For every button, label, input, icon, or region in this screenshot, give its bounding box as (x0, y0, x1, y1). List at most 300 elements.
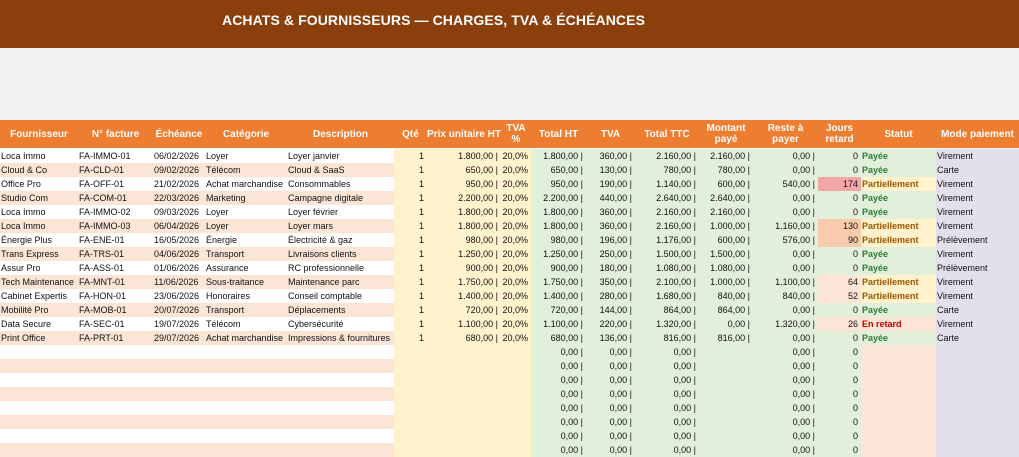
cell-qte[interactable]: 1 (394, 149, 427, 163)
header-fournisseur[interactable]: Fournisseur (10, 128, 68, 140)
cell-prix-unitaire[interactable]: 900,00 | (427, 261, 501, 275)
cell-description[interactable] (287, 415, 394, 429)
cell-total-ht[interactable]: 650,00 | (531, 163, 586, 177)
header-total-ht[interactable]: Total HT (538, 128, 579, 140)
cell-echeance[interactable]: 20/07/2026 (153, 303, 205, 317)
cell-tva-pct[interactable] (501, 401, 531, 415)
cell-categorie[interactable]: Marketing (205, 191, 287, 205)
cell-qte[interactable]: 1 (394, 177, 427, 191)
cell-total-ttc[interactable]: 864,00 | (635, 303, 699, 317)
cell-montant-paye[interactable] (699, 429, 753, 443)
cell-total-ht[interactable]: 0,00 | (531, 429, 586, 443)
cell-jours-retard[interactable]: 0 (818, 191, 861, 205)
cell-mode-paiement[interactable]: Virement (936, 219, 1019, 233)
cell-statut[interactable]: En retard (861, 317, 936, 331)
cell-qte[interactable]: 1 (394, 233, 427, 247)
cell-statut[interactable] (861, 443, 936, 457)
cell-description[interactable]: RC professionnelle (287, 261, 394, 275)
cell-reste-a-payer[interactable]: 1.320,00 | (753, 317, 818, 331)
cell-categorie[interactable]: Assurance (205, 261, 287, 275)
cell-description[interactable]: Consommables (287, 177, 394, 191)
cell-categorie[interactable]: Loyer (205, 219, 287, 233)
cell-facture[interactable] (78, 359, 153, 373)
cell-facture[interactable] (78, 443, 153, 457)
cell-tva-pct[interactable] (501, 443, 531, 457)
cell-tva[interactable]: 144,00 | (586, 303, 635, 317)
cell-tva[interactable]: 360,00 | (586, 205, 635, 219)
cell-jours-retard[interactable]: 0 (818, 303, 861, 317)
cell-reste-a-payer[interactable]: 0,00 | (753, 359, 818, 373)
cell-facture[interactable]: FA-IMMO-03 (78, 219, 153, 233)
cell-mode-paiement[interactable]: Virement (936, 275, 1019, 289)
cell-reste-a-payer[interactable]: 0,00 | (753, 443, 818, 457)
cell-montant-paye[interactable]: 840,00 | (699, 289, 753, 303)
cell-jours-retard[interactable]: 0 (818, 163, 861, 177)
cell-tva-pct[interactable] (501, 415, 531, 429)
cell-montant-paye[interactable] (699, 415, 753, 429)
cell-categorie[interactable]: Sous-traitance (205, 275, 287, 289)
cell-montant-paye[interactable]: 2.160,00 | (699, 149, 753, 163)
cell-prix-unitaire[interactable]: 680,00 | (427, 331, 501, 345)
cell-tva[interactable]: 0,00 | (586, 401, 635, 415)
cell-facture[interactable]: FA-TRS-01 (78, 247, 153, 261)
cell-prix-unitaire[interactable]: 720,00 | (427, 303, 501, 317)
cell-echeance[interactable] (153, 429, 205, 443)
cell-facture[interactable] (78, 345, 153, 359)
cell-reste-a-payer[interactable]: 0,00 | (753, 163, 818, 177)
cell-qte[interactable] (394, 373, 427, 387)
cell-fournisseur[interactable] (0, 401, 78, 415)
cell-prix-unitaire[interactable] (427, 359, 501, 373)
header-montant-paye[interactable]: Montant payé (706, 123, 746, 145)
cell-total-ht[interactable]: 1.800,00 | (531, 205, 586, 219)
cell-fournisseur[interactable]: Data Secure (0, 317, 78, 331)
cell-qte[interactable] (394, 401, 427, 415)
cell-fournisseur[interactable]: Office Pro (0, 177, 78, 191)
cell-echeance[interactable]: 23/06/2026 (153, 289, 205, 303)
cell-total-ht[interactable]: 1.400,00 | (531, 289, 586, 303)
cell-total-ht[interactable]: 0,00 | (531, 345, 586, 359)
cell-statut[interactable] (861, 359, 936, 373)
cell-categorie[interactable]: Télécom (205, 317, 287, 331)
cell-reste-a-payer[interactable]: 0,00 | (753, 387, 818, 401)
cell-total-ttc[interactable]: 0,00 | (635, 373, 699, 387)
cell-tva-pct[interactable]: 20,0% (501, 289, 531, 303)
cell-total-ht[interactable]: 950,00 | (531, 177, 586, 191)
cell-echeance[interactable] (153, 415, 205, 429)
cell-facture[interactable] (78, 387, 153, 401)
cell-fournisseur[interactable] (0, 373, 78, 387)
cell-total-ttc[interactable]: 0,00 | (635, 415, 699, 429)
cell-echeance[interactable]: 09/03/2026 (153, 205, 205, 219)
cell-tva[interactable]: 0,00 | (586, 429, 635, 443)
cell-statut[interactable]: Payée (861, 163, 936, 177)
cell-reste-a-payer[interactable]: 0,00 | (753, 149, 818, 163)
cell-description[interactable]: Loyer mars (287, 219, 394, 233)
cell-fournisseur[interactable] (0, 415, 78, 429)
cell-reste-a-payer[interactable]: 0,00 | (753, 303, 818, 317)
cell-qte[interactable]: 1 (394, 289, 427, 303)
cell-prix-unitaire[interactable]: 980,00 | (427, 233, 501, 247)
cell-description[interactable]: Impressions & fournitures (287, 331, 394, 345)
cell-fournisseur[interactable]: Trans Express (0, 247, 78, 261)
cell-jours-retard[interactable]: 0 (818, 443, 861, 457)
cell-echeance[interactable] (153, 359, 205, 373)
cell-statut[interactable]: Payée (861, 247, 936, 261)
cell-jours-retard[interactable]: 0 (818, 247, 861, 261)
cell-prix-unitaire[interactable] (427, 401, 501, 415)
cell-facture[interactable]: FA-IMMO-02 (78, 205, 153, 219)
cell-tva-pct[interactable]: 20,0% (501, 317, 531, 331)
cell-description[interactable] (287, 443, 394, 457)
cell-tva[interactable]: 350,00 | (586, 275, 635, 289)
cell-tva[interactable]: 190,00 | (586, 177, 635, 191)
cell-mode-paiement[interactable] (936, 415, 1019, 429)
cell-statut[interactable]: Payée (861, 149, 936, 163)
cell-statut[interactable]: Partiellement (861, 177, 936, 191)
cell-statut[interactable] (861, 401, 936, 415)
cell-tva-pct[interactable] (501, 359, 531, 373)
cell-mode-paiement[interactable] (936, 429, 1019, 443)
cell-qte[interactable]: 1 (394, 163, 427, 177)
cell-mode-paiement[interactable]: Virement (936, 191, 1019, 205)
cell-fournisseur[interactable] (0, 443, 78, 457)
cell-mode-paiement[interactable]: Virement (936, 317, 1019, 331)
cell-reste-a-payer[interactable]: 1.100,00 | (753, 275, 818, 289)
cell-montant-paye[interactable]: 1.500,00 | (699, 247, 753, 261)
cell-echeance[interactable]: 29/07/2026 (153, 331, 205, 345)
cell-tva-pct[interactable]: 20,0% (501, 219, 531, 233)
cell-description[interactable] (287, 359, 394, 373)
cell-description[interactable]: Campagne digitale (287, 191, 394, 205)
cell-montant-paye[interactable]: 2.640,00 | (699, 191, 753, 205)
cell-categorie[interactable]: Achat marchandise (205, 331, 287, 345)
cell-total-ttc[interactable]: 2.640,00 | (635, 191, 699, 205)
cell-statut[interactable] (861, 387, 936, 401)
cell-facture[interactable] (78, 373, 153, 387)
cell-mode-paiement[interactable] (936, 345, 1019, 359)
cell-jours-retard[interactable]: 26 (818, 317, 861, 331)
cell-echeance[interactable]: 22/03/2026 (153, 191, 205, 205)
cell-mode-paiement[interactable]: Virement (936, 149, 1019, 163)
cell-tva-pct[interactable] (501, 429, 531, 443)
cell-echeance[interactable]: 21/02/2026 (153, 177, 205, 191)
header-tva[interactable]: TVA (600, 128, 621, 140)
cell-total-ht[interactable]: 0,00 | (531, 401, 586, 415)
cell-tva[interactable]: 196,00 | (586, 233, 635, 247)
cell-qte[interactable]: 1 (394, 261, 427, 275)
cell-qte[interactable]: 1 (394, 247, 427, 261)
cell-facture[interactable]: FA-ENE-01 (78, 233, 153, 247)
cell-total-ht[interactable]: 0,00 | (531, 415, 586, 429)
cell-statut[interactable] (861, 373, 936, 387)
cell-facture[interactable]: FA-MOB-01 (78, 303, 153, 317)
cell-echeance[interactable]: 04/06/2026 (153, 247, 205, 261)
cell-tva[interactable]: 0,00 | (586, 359, 635, 373)
cell-montant-paye[interactable] (699, 387, 753, 401)
cell-reste-a-payer[interactable]: 576,00 | (753, 233, 818, 247)
cell-reste-a-payer[interactable]: 840,00 | (753, 289, 818, 303)
header-reste-a-payer[interactable]: Reste à payer (767, 123, 804, 145)
cell-jours-retard[interactable]: 0 (818, 401, 861, 415)
cell-facture[interactable]: FA-ASS-01 (78, 261, 153, 275)
cell-fournisseur[interactable]: Assur Pro (0, 261, 78, 275)
cell-mode-paiement[interactable]: Virement (936, 177, 1019, 191)
cell-description[interactable]: Maintenance parc (287, 275, 394, 289)
cell-statut[interactable]: Partiellement (861, 275, 936, 289)
cell-montant-paye[interactable]: 600,00 | (699, 177, 753, 191)
cell-prix-unitaire[interactable] (427, 387, 501, 401)
cell-tva[interactable]: 0,00 | (586, 373, 635, 387)
cell-tva-pct[interactable]: 20,0% (501, 331, 531, 345)
cell-prix-unitaire[interactable]: 650,00 | (427, 163, 501, 177)
cell-fournisseur[interactable]: Mobilité Pro (0, 303, 78, 317)
cell-prix-unitaire[interactable] (427, 415, 501, 429)
cell-echeance[interactable]: 01/06/2026 (153, 261, 205, 275)
cell-jours-retard[interactable]: 0 (818, 415, 861, 429)
cell-qte[interactable]: 1 (394, 317, 427, 331)
cell-prix-unitaire[interactable]: 1.800,00 | (427, 149, 501, 163)
cell-total-ttc[interactable]: 1.320,00 | (635, 317, 699, 331)
cell-description[interactable]: Livraisons clients (287, 247, 394, 261)
cell-description[interactable]: Conseil comptable (287, 289, 394, 303)
cell-tva-pct[interactable]: 20,0% (501, 177, 531, 191)
cell-qte[interactable] (394, 443, 427, 457)
cell-tva[interactable]: 280,00 | (586, 289, 635, 303)
cell-categorie[interactable]: Énergie (205, 233, 287, 247)
cell-tva-pct[interactable] (501, 387, 531, 401)
cell-facture[interactable]: FA-MNT-01 (78, 275, 153, 289)
cell-qte[interactable]: 1 (394, 331, 427, 345)
cell-echeance[interactable]: 06/02/2026 (153, 149, 205, 163)
cell-mode-paiement[interactable]: Carte (936, 331, 1019, 345)
cell-montant-paye[interactable]: 1.000,00 | (699, 219, 753, 233)
cell-mode-paiement[interactable]: Prélèvement (936, 261, 1019, 275)
cell-montant-paye[interactable]: 1.000,00 | (699, 275, 753, 289)
cell-montant-paye[interactable]: 816,00 | (699, 331, 753, 345)
cell-categorie[interactable] (205, 345, 287, 359)
cell-categorie[interactable] (205, 373, 287, 387)
cell-tva[interactable]: 136,00 | (586, 331, 635, 345)
cell-tva-pct[interactable]: 20,0% (501, 233, 531, 247)
cell-qte[interactable]: 1 (394, 303, 427, 317)
cell-total-ttc[interactable]: 816,00 | (635, 331, 699, 345)
header-description[interactable]: Description (312, 128, 368, 140)
cell-qte[interactable] (394, 345, 427, 359)
cell-categorie[interactable] (205, 401, 287, 415)
cell-montant-paye[interactable] (699, 345, 753, 359)
cell-tva[interactable]: 250,00 | (586, 247, 635, 261)
cell-total-ht[interactable]: 0,00 | (531, 359, 586, 373)
cell-total-ht[interactable]: 1.250,00 | (531, 247, 586, 261)
cell-statut[interactable] (861, 429, 936, 443)
header-facture[interactable]: N° facture (91, 128, 140, 140)
cell-reste-a-payer[interactable]: 1.160,00 | (753, 219, 818, 233)
cell-jours-retard[interactable]: 90 (818, 233, 861, 247)
cell-total-ttc[interactable]: 2.160,00 | (635, 149, 699, 163)
cell-categorie[interactable] (205, 415, 287, 429)
cell-total-ttc[interactable]: 780,00 | (635, 163, 699, 177)
header-tva-pct[interactable]: TVA % (506, 123, 526, 145)
cell-tva-pct[interactable]: 20,0% (501, 303, 531, 317)
cell-total-ht[interactable]: 1.100,00 | (531, 317, 586, 331)
cell-facture[interactable] (78, 401, 153, 415)
cell-total-ttc[interactable]: 0,00 | (635, 429, 699, 443)
cell-total-ttc[interactable]: 1.500,00 | (635, 247, 699, 261)
cell-mode-paiement[interactable]: Virement (936, 247, 1019, 261)
cell-mode-paiement[interactable] (936, 387, 1019, 401)
header-prix-unitaire[interactable]: Prix unitaire HT (427, 128, 501, 140)
header-jours-retard[interactable]: Jours retard (825, 123, 854, 145)
cell-categorie[interactable]: Honoraires (205, 289, 287, 303)
cell-categorie[interactable]: Loyer (205, 205, 287, 219)
cell-prix-unitaire[interactable] (427, 443, 501, 457)
cell-statut[interactable] (861, 415, 936, 429)
cell-prix-unitaire[interactable]: 1.400,00 | (427, 289, 501, 303)
cell-echeance[interactable]: 11/06/2026 (153, 275, 205, 289)
cell-statut[interactable]: Payée (861, 331, 936, 345)
cell-description[interactable]: Loyer janvier (287, 149, 394, 163)
cell-qte[interactable]: 1 (394, 275, 427, 289)
cell-prix-unitaire[interactable] (427, 373, 501, 387)
cell-prix-unitaire[interactable]: 1.800,00 | (427, 205, 501, 219)
cell-reste-a-payer[interactable]: 0,00 | (753, 401, 818, 415)
cell-mode-paiement[interactable]: Prélèvement (936, 233, 1019, 247)
cell-prix-unitaire[interactable]: 1.100,00 | (427, 317, 501, 331)
cell-reste-a-payer[interactable]: 0,00 | (753, 205, 818, 219)
cell-description[interactable] (287, 373, 394, 387)
cell-statut[interactable]: Partiellement (861, 289, 936, 303)
cell-reste-a-payer[interactable]: 0,00 | (753, 373, 818, 387)
cell-prix-unitaire[interactable]: 1.800,00 | (427, 219, 501, 233)
cell-montant-paye[interactable]: 600,00 | (699, 233, 753, 247)
cell-reste-a-payer[interactable]: 0,00 | (753, 345, 818, 359)
cell-qte[interactable]: 1 (394, 205, 427, 219)
header-qte[interactable]: Qté (402, 128, 419, 140)
cell-mode-paiement[interactable] (936, 373, 1019, 387)
cell-facture[interactable]: FA-IMMO-01 (78, 149, 153, 163)
cell-tva-pct[interactable]: 20,0% (501, 275, 531, 289)
cell-facture[interactable]: FA-SEC-01 (78, 317, 153, 331)
cell-jours-retard[interactable]: 0 (818, 149, 861, 163)
cell-tva-pct[interactable]: 20,0% (501, 191, 531, 205)
cell-tva[interactable]: 360,00 | (586, 149, 635, 163)
cell-montant-paye[interactable] (699, 373, 753, 387)
cell-reste-a-payer[interactable]: 0,00 | (753, 331, 818, 345)
cell-total-ttc[interactable]: 1.140,00 | (635, 177, 699, 191)
cell-categorie[interactable]: Transport (205, 247, 287, 261)
cell-tva[interactable]: 0,00 | (586, 345, 635, 359)
cell-statut[interactable]: Partiellement (861, 219, 936, 233)
cell-total-ttc[interactable]: 2.160,00 | (635, 205, 699, 219)
cell-echeance[interactable] (153, 345, 205, 359)
cell-description[interactable]: Loyer février (287, 205, 394, 219)
cell-tva-pct[interactable] (501, 373, 531, 387)
cell-total-ht[interactable]: 900,00 | (531, 261, 586, 275)
cell-jours-retard[interactable]: 0 (818, 387, 861, 401)
cell-prix-unitaire[interactable]: 950,00 | (427, 177, 501, 191)
cell-reste-a-payer[interactable]: 0,00 | (753, 261, 818, 275)
cell-total-ttc[interactable]: 1.080,00 | (635, 261, 699, 275)
cell-jours-retard[interactable]: 130 (818, 219, 861, 233)
cell-tva-pct[interactable]: 20,0% (501, 247, 531, 261)
cell-total-ht[interactable]: 1.750,00 | (531, 275, 586, 289)
cell-fournisseur[interactable]: Tech Maintenance (0, 275, 78, 289)
cell-montant-paye[interactable] (699, 443, 753, 457)
cell-statut[interactable]: Payée (861, 303, 936, 317)
cell-prix-unitaire[interactable]: 2.200,00 | (427, 191, 501, 205)
cell-tva[interactable]: 180,00 | (586, 261, 635, 275)
cell-jours-retard[interactable]: 0 (818, 359, 861, 373)
cell-fournisseur[interactable] (0, 429, 78, 443)
cell-description[interactable] (287, 345, 394, 359)
cell-echeance[interactable] (153, 373, 205, 387)
cell-description[interactable]: Cloud & SaaS (287, 163, 394, 177)
cell-tva[interactable]: 0,00 | (586, 415, 635, 429)
cell-echeance[interactable] (153, 401, 205, 415)
cell-facture[interactable]: FA-COM-01 (78, 191, 153, 205)
cell-echeance[interactable] (153, 387, 205, 401)
cell-categorie[interactable]: Télécom (205, 163, 287, 177)
cell-montant-paye[interactable] (699, 401, 753, 415)
cell-total-ttc[interactable]: 0,00 | (635, 401, 699, 415)
cell-tva[interactable]: 440,00 | (586, 191, 635, 205)
cell-montant-paye[interactable] (699, 359, 753, 373)
cell-categorie[interactable] (205, 359, 287, 373)
cell-reste-a-payer[interactable]: 0,00 | (753, 247, 818, 261)
cell-tva-pct[interactable]: 20,0% (501, 205, 531, 219)
cell-total-ht[interactable]: 720,00 | (531, 303, 586, 317)
cell-facture[interactable]: FA-PRT-01 (78, 331, 153, 345)
cell-qte[interactable]: 1 (394, 191, 427, 205)
cell-total-ttc[interactable]: 2.160,00 | (635, 219, 699, 233)
cell-tva-pct[interactable]: 20,0% (501, 149, 531, 163)
cell-description[interactable]: Cybersécurité (287, 317, 394, 331)
cell-tva[interactable]: 220,00 | (586, 317, 635, 331)
cell-total-ht[interactable]: 680,00 | (531, 331, 586, 345)
cell-reste-a-payer[interactable]: 0,00 | (753, 415, 818, 429)
cell-facture[interactable] (78, 415, 153, 429)
cell-categorie[interactable]: Achat marchandise (205, 177, 287, 191)
cell-description[interactable] (287, 429, 394, 443)
cell-fournisseur[interactable]: Print Office (0, 331, 78, 345)
header-categorie[interactable]: Catégorie (222, 128, 270, 140)
cell-facture[interactable]: FA-HON-01 (78, 289, 153, 303)
cell-prix-unitaire[interactable] (427, 429, 501, 443)
cell-fournisseur[interactable]: Énergie Plus (0, 233, 78, 247)
cell-tva[interactable]: 0,00 | (586, 443, 635, 457)
cell-total-ttc[interactable]: 0,00 | (635, 443, 699, 457)
cell-categorie[interactable] (205, 429, 287, 443)
header-statut[interactable]: Statut (884, 128, 913, 140)
cell-mode-paiement[interactable] (936, 443, 1019, 457)
cell-description[interactable] (287, 401, 394, 415)
cell-tva-pct[interactable]: 20,0% (501, 261, 531, 275)
cell-statut[interactable]: Payée (861, 261, 936, 275)
cell-total-ht[interactable]: 0,00 | (531, 373, 586, 387)
cell-total-ht[interactable]: 980,00 | (531, 233, 586, 247)
cell-montant-paye[interactable]: 0,00 | (699, 317, 753, 331)
cell-fournisseur[interactable]: Loca Immo (0, 205, 78, 219)
cell-qte[interactable]: 1 (394, 219, 427, 233)
cell-jours-retard[interactable]: 174 (818, 177, 861, 191)
header-total-ttc[interactable]: Total TTC (644, 128, 690, 140)
cell-qte[interactable] (394, 359, 427, 373)
cell-echeance[interactable]: 09/02/2026 (153, 163, 205, 177)
cell-tva-pct[interactable]: 20,0% (501, 163, 531, 177)
cell-reste-a-payer[interactable]: 540,00 | (753, 177, 818, 191)
cell-fournisseur[interactable]: Studio Com (0, 191, 78, 205)
